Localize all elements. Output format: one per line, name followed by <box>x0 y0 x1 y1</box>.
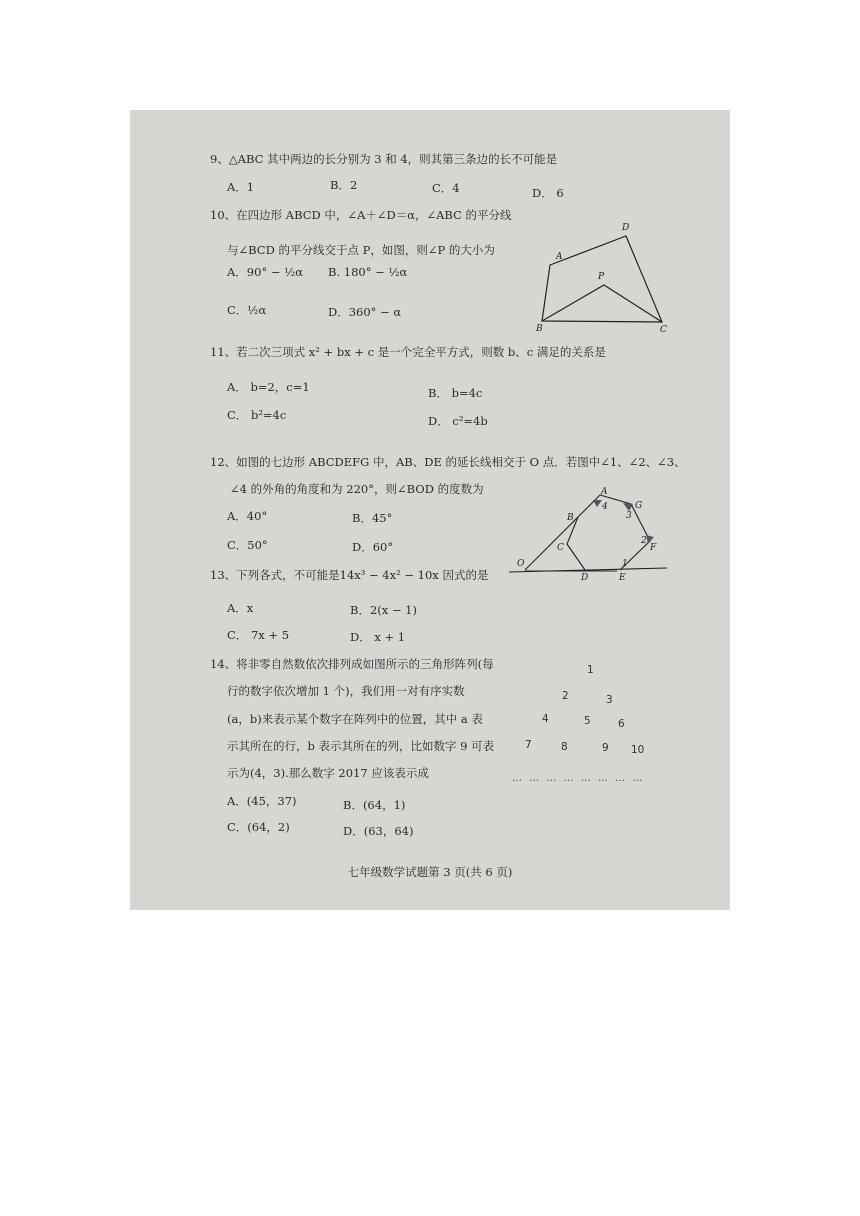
q14-line-2: 行的数字依次增加 1 个)，我们用一对有序实数 <box>227 684 465 698</box>
q13-stem: 13、下列各式，不可能是14x³ − 4x² − 10x 因式的是 <box>210 568 489 582</box>
page-footer: 七年级数学试题第 3 页(共 6 页) <box>347 865 513 879</box>
q9-option-d: D． 6 <box>532 186 564 200</box>
q14-option-d: D．(63，64) <box>343 824 414 838</box>
q10-label-a: A <box>556 252 563 262</box>
q13-option-b: B．2(x − 1) <box>350 603 417 617</box>
q11-option-b: B． b=4c <box>428 386 483 400</box>
q12-label-d: D <box>581 573 589 583</box>
q12-option-a: A．40° <box>227 509 268 523</box>
triangle-number: 1 <box>587 664 594 676</box>
q14-option-b: B．(64，1) <box>343 798 406 812</box>
q12-label-c: C <box>557 543 564 553</box>
q12-option-d: D．60° <box>352 540 394 554</box>
q11-option-d: D． c²=4b <box>428 414 488 428</box>
triangle-number: 10 <box>631 744 645 756</box>
q9-option-c: C．4 <box>432 181 460 195</box>
q12-angle-1: 1 <box>622 559 628 569</box>
q13-option-c: C． 7x + 5 <box>227 628 290 642</box>
triangle-number: 9 <box>602 742 609 754</box>
triangle-ellipsis: … … … … … … … … <box>512 773 645 784</box>
q12-angle-2: 2 <box>641 536 647 546</box>
q10-line-2: 与∠BCD 的平分线交于点 P，如图，则∠P 的大小为 <box>227 243 495 257</box>
triangle-number: 6 <box>618 718 625 730</box>
q9-option-b: B．2 <box>330 178 358 192</box>
q10-option-d: D．360° − α <box>328 305 402 319</box>
q10-label-p: P <box>598 272 605 282</box>
q12-angle-3: 3 <box>626 511 632 521</box>
q10-option-a: A．90° − ½α <box>227 265 304 279</box>
q10-label-d: D <box>622 223 630 233</box>
q12-heptagon-figure <box>505 480 675 585</box>
triangle-number: 4 <box>542 713 549 725</box>
q12-line-1: 12、如图的七边形 ABCDEFG 中，AB、DE 的延长线相交于 O 点．若图中∠1、∠2、∠3、 <box>210 455 686 469</box>
q12-label-o: O <box>517 559 525 569</box>
triangle-number: 7 <box>525 739 532 751</box>
triangle-number: 5 <box>584 715 591 727</box>
q10-line-1: 10、在四边形 ABCD 中，∠A＋∠D＝α，∠ABC 的平分线 <box>210 208 512 222</box>
q14-line-4: 示其所在的行，b 表示其所在的列，比如数字 9 可表 <box>227 739 495 753</box>
q12-label-a: A <box>601 487 608 497</box>
q11-stem: 11、若二次三项式 x² + bx + c 是一个完全平方式，则数 b、c 满足的关系是 <box>210 345 606 359</box>
q12-option-b: B．45° <box>352 511 393 525</box>
q14-option-a: A．(45，37) <box>227 794 297 808</box>
q12-line-2: ∠4 的外角的角度和为 220°，则∠BOD 的度数为 <box>230 482 484 496</box>
q14-option-c: C．(64，2) <box>227 820 290 834</box>
q14-line-1: 14、将非零自然数依次排列成如图所示的三角形阵列(每 <box>210 657 494 671</box>
q12-label-g: G <box>635 501 643 511</box>
q12-angle-4: 4 <box>602 502 608 512</box>
q10-label-c: C <box>660 325 667 335</box>
q12-label-f: F <box>650 543 657 553</box>
q11-option-a: A． b=2，c=1 <box>227 380 310 394</box>
q9-option-a: A．1 <box>227 180 255 194</box>
q10-quadrilateral-figure <box>530 215 680 335</box>
q13-option-a: A．x <box>227 601 254 615</box>
q10-label-b: B <box>536 324 543 334</box>
q13-option-d: D． x + 1 <box>350 630 406 644</box>
q12-label-e: E <box>619 573 626 583</box>
q10-option-b: B. 180° − ½α <box>328 265 408 279</box>
exam-page <box>130 110 730 910</box>
q9-stem: 9、△ABC 其中两边的长分别为 3 和 4，则其第三条边的长不可能是 <box>210 152 558 166</box>
q14-line-5: 示为(4，3).那么数字 2017 应该表示成 <box>227 766 429 780</box>
q12-option-c: C．50° <box>227 538 268 552</box>
q14-line-3: (a，b)来表示某个数字在阵列中的位置，其中 a 表 <box>227 712 483 726</box>
triangle-number: 3 <box>606 694 613 706</box>
triangle-number: 2 <box>562 690 569 702</box>
q11-option-c: C． b²=4c <box>227 408 287 422</box>
triangle-number: 8 <box>561 741 568 753</box>
q12-label-b: B <box>567 513 574 523</box>
q10-option-c: C．½α <box>227 303 267 317</box>
